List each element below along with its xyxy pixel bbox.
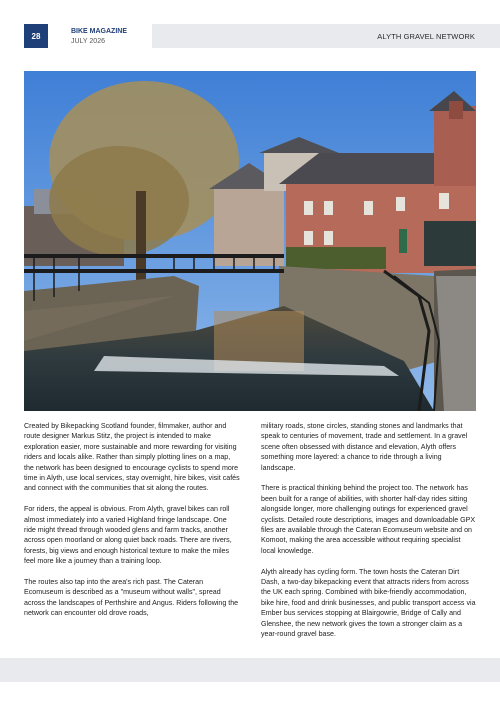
section-title: ALYTH GRAVEL NETWORK <box>377 31 475 41</box>
page-number: 28 <box>31 31 41 41</box>
footer-bar <box>0 658 500 682</box>
photo-river-bridge-town <box>24 71 476 411</box>
paragraph: For riders, the appeal is obvious. From Alyth, gravel bikes can roll almost immediately into a varied Highland fringe landscape. One ride might thread through wooded glens and farm tracks, another across open moorland or along quiet back roads. There are rivers, forests, big views and enough historical texture to make the miles feel more like a journey than a training loop. <box>24 505 232 566</box>
paragraph: Created by Bikepacking Scotland founder, filmmaker, author and route designer Markus Stitz, the project is intended to make exploration easier, more sustainable and more rewarding for visiting riders and locals alike. Rather than simply plotting lines on a map, the network has been designed to encourage cyclists to spend more time in Alyth, use local services, stay overnight, hire bikes, visit cafés and connect with the communities that sit along the routes. <box>24 422 240 493</box>
page-number-badge <box>24 24 48 48</box>
paragraph: There is practical thinking behind the project too. The network has been built for a range of abilities, with shorter half-day rides sitting alongside longer, more challenging outings for experienced gravel cyclists. Detailed route descriptions, images and downloadable GPX files are available through the Cateran Ecomuseum website and on Komoot, making the area accessible without requiring specialist local knowledge. <box>261 484 476 555</box>
paragraph: The routes also tap into the area's rich past. The Cateran Ecomuseum is described as a "museum without walls", spread across the landscapes of Perthshire and Angus. Riders following the network can encounter old drove roads, <box>24 578 239 618</box>
magazine-masthead <box>71 27 127 47</box>
issue-date: JULY 2026 <box>71 38 105 45</box>
paragraph: military roads, stone circles, standing stones and landmarks that speak to centuries of movement, trade and settlement. In a gravel scene often obsessed with distance and elevation, Alyth offers something more layered: a chance to ride through a living landscape. <box>261 422 468 472</box>
article-column-right <box>261 421 477 650</box>
magazine-name: BIKE MAGAZINE <box>71 28 127 35</box>
paragraph: Alyth already has cycling form. The town hosts the Cateran Dirt Dash, a two-day bikepacking event that attracts riders from across the UK each spring. Combined with bike-friendly accommodation, bike hire, food and drink businesses, and public transport access via Ember bus services stopping at Blairgowrie, Bridge of Cally and Glenshee, the new network gives the town a stronger claim as a year-round gravel base. <box>261 567 476 639</box>
section-header-bar <box>152 24 500 48</box>
article-photo <box>24 71 476 411</box>
article-column-left <box>24 421 240 629</box>
